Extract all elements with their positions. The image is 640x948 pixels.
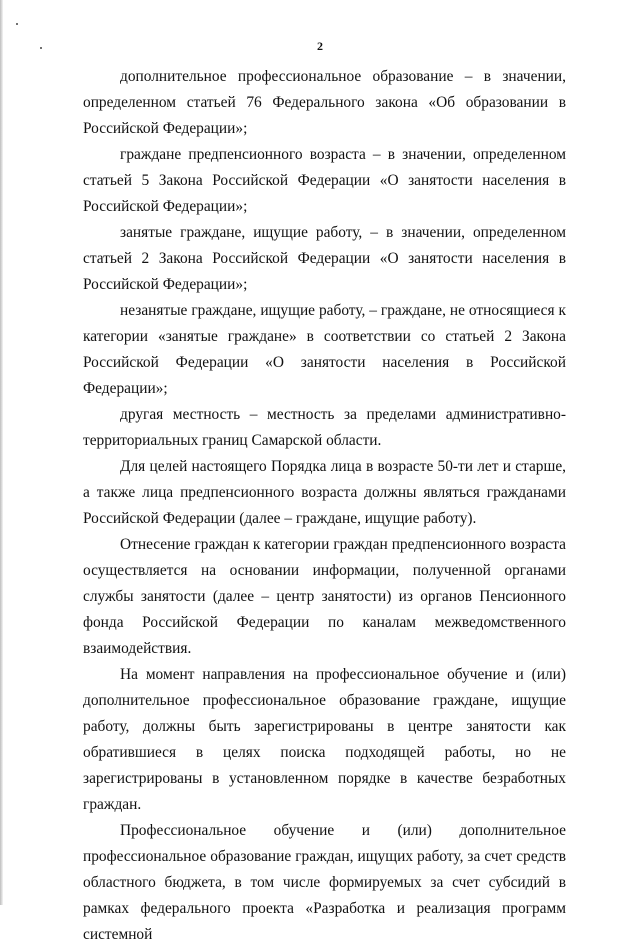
paragraph-additional-education: дополнительное профессиональное образование – в значении, определенном статьей 76 Федерального закона «Об образовании в Российской Федерации»;: [83, 68, 566, 137]
paragraph-age-condition: Для целей настоящего Порядка лица в возрасте 50-ти лет и старше, а также лица предпенсионного возраста должны являться гражданами Российской Федерации (далее – граждане, ищущие работу).: [83, 458, 566, 527]
page-edge: [0, 0, 3, 905]
paragraph-pre-retirement-citizens: граждане предпенсионного возраста – в значении, определенном статьей 5 Закона Российской Федерации «О занятости населения в Российской Федерации»;: [83, 146, 566, 215]
paragraph-unemployed-job-seekers: незанятые граждане, ищущие работу, – граждане, не относящиеся к категории «занятые граждане» в соответствии со статьей 2 Закона Российской Федерации «О занятости населения в Российской Федерации»;: [83, 302, 566, 397]
paragraph-other-locality: другая местность – местность за пределами административно-территориальных границ Самарской области.: [83, 406, 566, 449]
paragraph-classification: Отнесение граждан к категории граждан предпенсионного возраста осуществляется на основании информации, полученной органами службы занятости (далее – центр занятости) из органов Пенсионного фонда Российской Федерации по каналам межведомственного взаимодействия.: [83, 536, 566, 657]
page-number: 2: [317, 39, 323, 53]
paragraph-employed-job-seekers: занятые граждане, ищущие работу, – в значении, определенном статьей 2 Закона Российской Федерации «О занятости населения в Российской Федерации»;: [83, 224, 566, 293]
paragraph-funding: Профессиональное обучение и (или) дополнительное профессиональное образование граждан, ищущих работу, за счет средств областного бюджета, в том числе формируемых за счет субсидий в рамках федерального проекта «Разработка и реализация программ системной: [83, 822, 566, 943]
scan-speck: [16, 23, 18, 25]
document-body: [83, 64, 566, 948]
paragraph-registration: На момент направления на профессиональное обучение и (или) дополнительное профессиональное образование граждане, ищущие работу, должны быть зарегистрированы в центре занятости как обратившиеся в целях поиска подходящей работы, но не зарегистрированы в установленном порядке в качестве безработных граждан.: [83, 666, 566, 813]
